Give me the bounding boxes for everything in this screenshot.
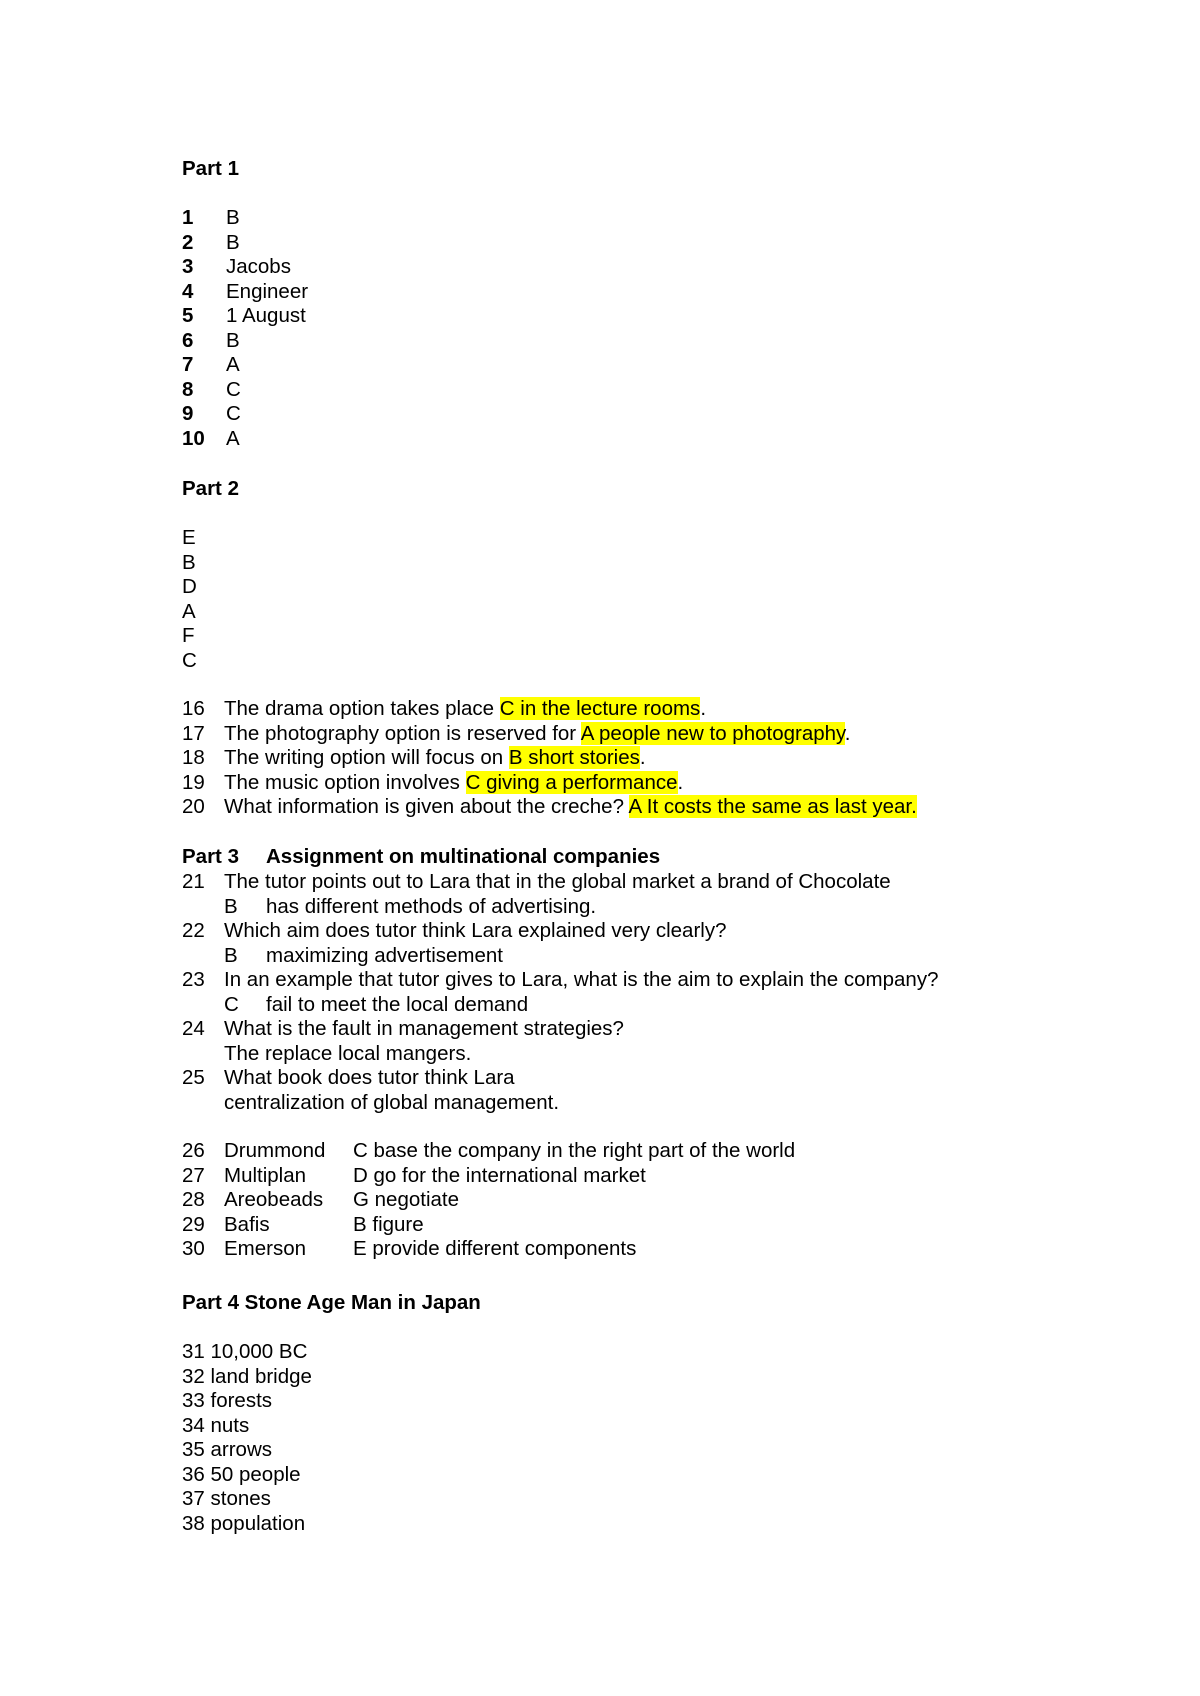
question-text: The drama option takes place	[224, 697, 500, 720]
answer-row	[182, 304, 1142, 329]
answer-number: 4	[182, 279, 194, 303]
answer-letter: B	[224, 894, 238, 918]
letter-answer: C	[182, 648, 197, 672]
part-3-section	[182, 845, 1142, 1262]
answer-row	[182, 378, 1142, 403]
part-2-heading: Part 2	[182, 477, 239, 500]
letter-answer: A	[182, 599, 196, 623]
letter-answer: F	[182, 624, 195, 647]
highlighted-answer: A It costs the same as last year.	[628, 795, 917, 818]
answer-row	[182, 206, 1142, 231]
answer-row: 36 50 people	[182, 1462, 301, 1486]
question-row	[182, 919, 1142, 944]
question-number: 24	[182, 1017, 205, 1040]
answer-row: 37 stones	[182, 1487, 271, 1510]
answer-row: 38 population	[182, 1511, 306, 1535]
part-3-heading	[182, 845, 1142, 870]
question-end: .	[639, 746, 646, 769]
answer-number: 5	[182, 304, 194, 327]
part-4-heading: Part 4 Stone Age Man in Japan	[182, 1291, 481, 1314]
answer-number: 6	[182, 328, 194, 352]
matching-row	[182, 1188, 1142, 1213]
answer-row	[182, 353, 1142, 378]
question-number: 21	[182, 870, 205, 893]
question-row	[182, 771, 1142, 796]
part-1-section	[182, 157, 1142, 451]
answer-row: 33 forests	[182, 1389, 273, 1412]
question-row	[182, 870, 1142, 895]
company-name: Emerson	[224, 1237, 307, 1260]
question-number: 20	[182, 795, 205, 818]
question-number: 30	[182, 1237, 205, 1260]
answer-row: 32 land bridge	[182, 1364, 312, 1388]
matching-row	[182, 1139, 1142, 1164]
answer-row	[182, 402, 1142, 427]
answer-row	[182, 329, 1142, 354]
highlighted-answer: C giving a performance	[465, 770, 678, 794]
answer-row	[182, 280, 1142, 305]
answer-number: 3	[182, 255, 194, 278]
question-text: What information is given about the creche?	[224, 795, 629, 818]
question-text: The writing option will focus on	[224, 746, 509, 769]
part-4-answer-list	[182, 1340, 1142, 1536]
part-1-answer-list	[182, 206, 1142, 451]
letter-answer: B	[182, 550, 196, 574]
answer-row	[182, 1042, 1142, 1067]
answer-value: B	[226, 328, 240, 352]
question-row	[182, 722, 1142, 747]
part-3-title: Assignment on multinational companies	[266, 845, 661, 868]
answer-text: The replace local mangers.	[224, 1041, 472, 1065]
matching-answer: B figure	[353, 1212, 424, 1236]
question-number: 16	[182, 697, 205, 720]
question-number: 27	[182, 1163, 205, 1187]
company-name: Drummond	[224, 1139, 326, 1162]
highlighted-answer: A people new to photography	[580, 721, 845, 745]
question-number: 25	[182, 1066, 205, 1089]
answer-number: 1	[182, 206, 194, 229]
question-row	[182, 1066, 1142, 1091]
answer-row: 35 arrows	[182, 1438, 273, 1461]
question-text: The tutor points out to Lara that in the global market a brand of Chocolate	[224, 870, 891, 893]
answer-number: 2	[182, 230, 194, 254]
question-end: .	[677, 770, 684, 794]
matching-row	[182, 1237, 1142, 1262]
answer-text: has different methods of advertising.	[266, 894, 597, 918]
letter-answer: E	[182, 526, 196, 549]
matching-answer: C base the company in the right part of the world	[353, 1139, 796, 1162]
answer-value: A	[226, 353, 240, 376]
answer-value: B	[226, 206, 240, 229]
answer-letter: C	[224, 992, 239, 1016]
question-text: What is the fault in management strategies?	[224, 1017, 624, 1040]
question-row	[182, 795, 1142, 820]
answer-text: centralization of global management.	[224, 1090, 560, 1114]
company-name: Areobeads	[224, 1188, 324, 1211]
question-end: .	[700, 697, 707, 720]
part-2-section	[182, 477, 1142, 820]
matching-answer: E provide different components	[353, 1237, 637, 1260]
part-1-heading: Part 1	[182, 157, 239, 180]
highlighted-answer: C in the lecture rooms	[499, 697, 701, 720]
answer-row: 31 10,000 BC	[182, 1340, 308, 1363]
answer-row	[182, 993, 1142, 1018]
question-number: 28	[182, 1188, 205, 1211]
matching-row	[182, 1213, 1142, 1238]
part-2-question-list	[182, 697, 1142, 820]
answer-number: 8	[182, 377, 194, 401]
answer-value: 1 August	[226, 304, 306, 327]
question-number: 23	[182, 968, 205, 991]
part-2-letter-list	[182, 526, 1142, 673]
question-text: What book does tutor think Lara	[224, 1066, 515, 1089]
highlighted-answer: B short stories	[508, 746, 640, 769]
question-row	[182, 697, 1142, 722]
answer-value: B	[226, 230, 240, 254]
answer-text: maximizing advertisement	[266, 943, 503, 967]
answer-number: 9	[182, 402, 194, 425]
question-number: 18	[182, 746, 205, 769]
answer-row	[182, 944, 1142, 969]
question-number: 29	[182, 1212, 205, 1236]
answer-row	[182, 231, 1142, 256]
answer-value: Jacobs	[226, 255, 291, 278]
answer-row	[182, 427, 1142, 452]
question-row	[182, 1017, 1142, 1042]
answer-letter: B	[224, 943, 238, 967]
question-number: 22	[182, 919, 205, 942]
part-3-label: Part 3	[182, 845, 239, 868]
part-3-question-list	[182, 870, 1142, 1115]
part-3-matching-list	[182, 1139, 1142, 1262]
question-end: .	[844, 721, 851, 745]
question-number: 26	[182, 1139, 205, 1162]
answer-value: Engineer	[226, 279, 309, 303]
question-text: In an example that tutor gives to Lara, what is the aim to explain the company?	[224, 968, 939, 991]
answer-text: fail to meet the local demand	[266, 992, 529, 1016]
answer-number: 10	[182, 426, 205, 450]
part-4-section	[182, 1291, 1142, 1536]
answer-value: C	[226, 377, 241, 401]
company-name: Multiplan	[224, 1163, 307, 1187]
answer-row	[182, 1091, 1142, 1116]
answer-row	[182, 255, 1142, 280]
answer-row: 34 nuts	[182, 1413, 250, 1437]
answer-row	[182, 895, 1142, 920]
question-row	[182, 968, 1142, 993]
company-name: Bafis	[224, 1212, 270, 1236]
question-number: 17	[182, 721, 205, 745]
question-row	[182, 746, 1142, 771]
question-text: The photography option is reserved for	[224, 721, 581, 745]
letter-answer: D	[182, 575, 197, 598]
answer-number: 7	[182, 353, 194, 376]
matching-answer: D go for the international market	[353, 1163, 646, 1187]
question-number: 19	[182, 770, 205, 794]
answer-value: A	[226, 426, 240, 450]
matching-answer: G negotiate	[353, 1188, 459, 1211]
answer-value: C	[226, 402, 241, 425]
question-text: Which aim does tutor think Lara explained very clearly?	[224, 919, 727, 942]
question-text: The music option involves	[224, 770, 466, 794]
matching-row	[182, 1164, 1142, 1189]
